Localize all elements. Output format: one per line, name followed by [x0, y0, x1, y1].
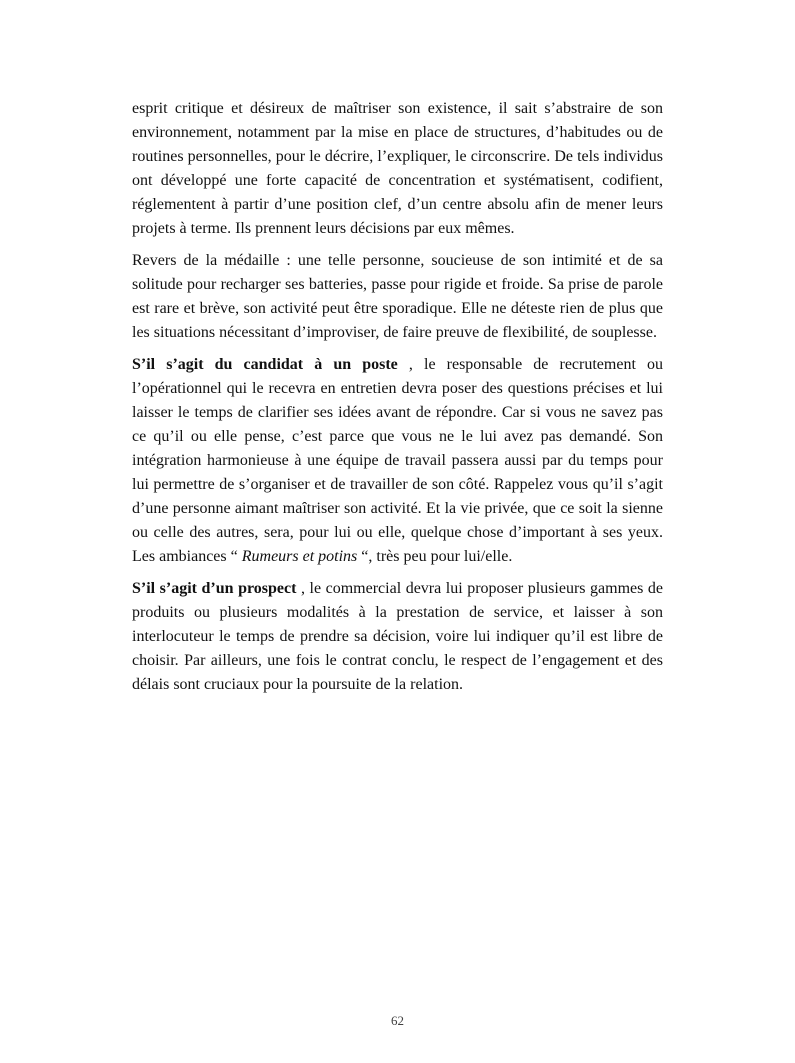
- paragraph-text: esprit critique et désireux de maîtriser son existence, il sait s’abstraire de son environnement, notamment par la mise en place de structures, d’habitudes ou de routines personnelles, pour le décrire, l’expliquer, le circonscrire. De tels individus ont développé une forte capacité de concentration et systématisent, codifient, réglementent à partir d’une position clef, d’un centre absolu afin de mener leurs projets à terme. Ils prennent leurs décisions par eux mêmes.: [132, 100, 663, 237]
- bold-lead-in: S’il s’agit d’un prospect: [132, 580, 297, 597]
- paragraph: [132, 97, 663, 241]
- paragraph-text: , le responsable de recrutement ou l’opérationnel qui le recevra en entretien devra poser des questions précises et lui laisser le temps de clarifier ses idées avant de répondre. Car si vous ne savez pas ce qu’il ou elle pense, c’est parce que vous ne le lui avez pas demandé. Son intégration harmonieuse à une équipe de travail passera aussi par du temps pour lui permettre de s’organiser et de travailler de son côté. Rappelez vous qu’il s’agit d’une personne aimant maîtriser son activité. Et la vie privée, que ce soit la sienne ou celle des autres, sera, pour lui ou elle, quelque chose d’important à ses yeux. Les ambiances “: [132, 356, 664, 565]
- text-block: [132, 97, 663, 705]
- paragraph-text: , le commercial devra lui proposer plusieurs gammes de produits ou plusieurs modalités à la prestation de service, et laisser à son interlocuteur le temps de prendre sa décision, voire lui indiquer qu’il est libre de choisir. Par ailleurs, une fois le contrat conclu, le respect de l’engagement et des délais sont cruciaux pour la poursuite de la relation.: [132, 580, 663, 693]
- paragraph-text: “, très peu pour lui/elle.: [357, 548, 513, 565]
- paragraph: [132, 249, 663, 345]
- italic-phrase: Rumeurs et potins: [241, 548, 358, 565]
- paragraph: [132, 353, 663, 569]
- bold-lead-in: S’il s’agit du candidat à un poste: [132, 356, 398, 373]
- paragraph: [132, 577, 663, 697]
- page-number: 62: [391, 1013, 404, 1028]
- paragraph-text: Revers de la médaille : une telle personne, soucieuse de son intimité et de sa solitude pour recharger ses batteries, passe pour rigide et froide. Sa prise de parole est rare et brève, son activité peut être sporadique. Elle ne déteste rien de plus que les situations nécessitant d’improviser, de faire preuve de flexibilité, de souplesse.: [132, 252, 663, 341]
